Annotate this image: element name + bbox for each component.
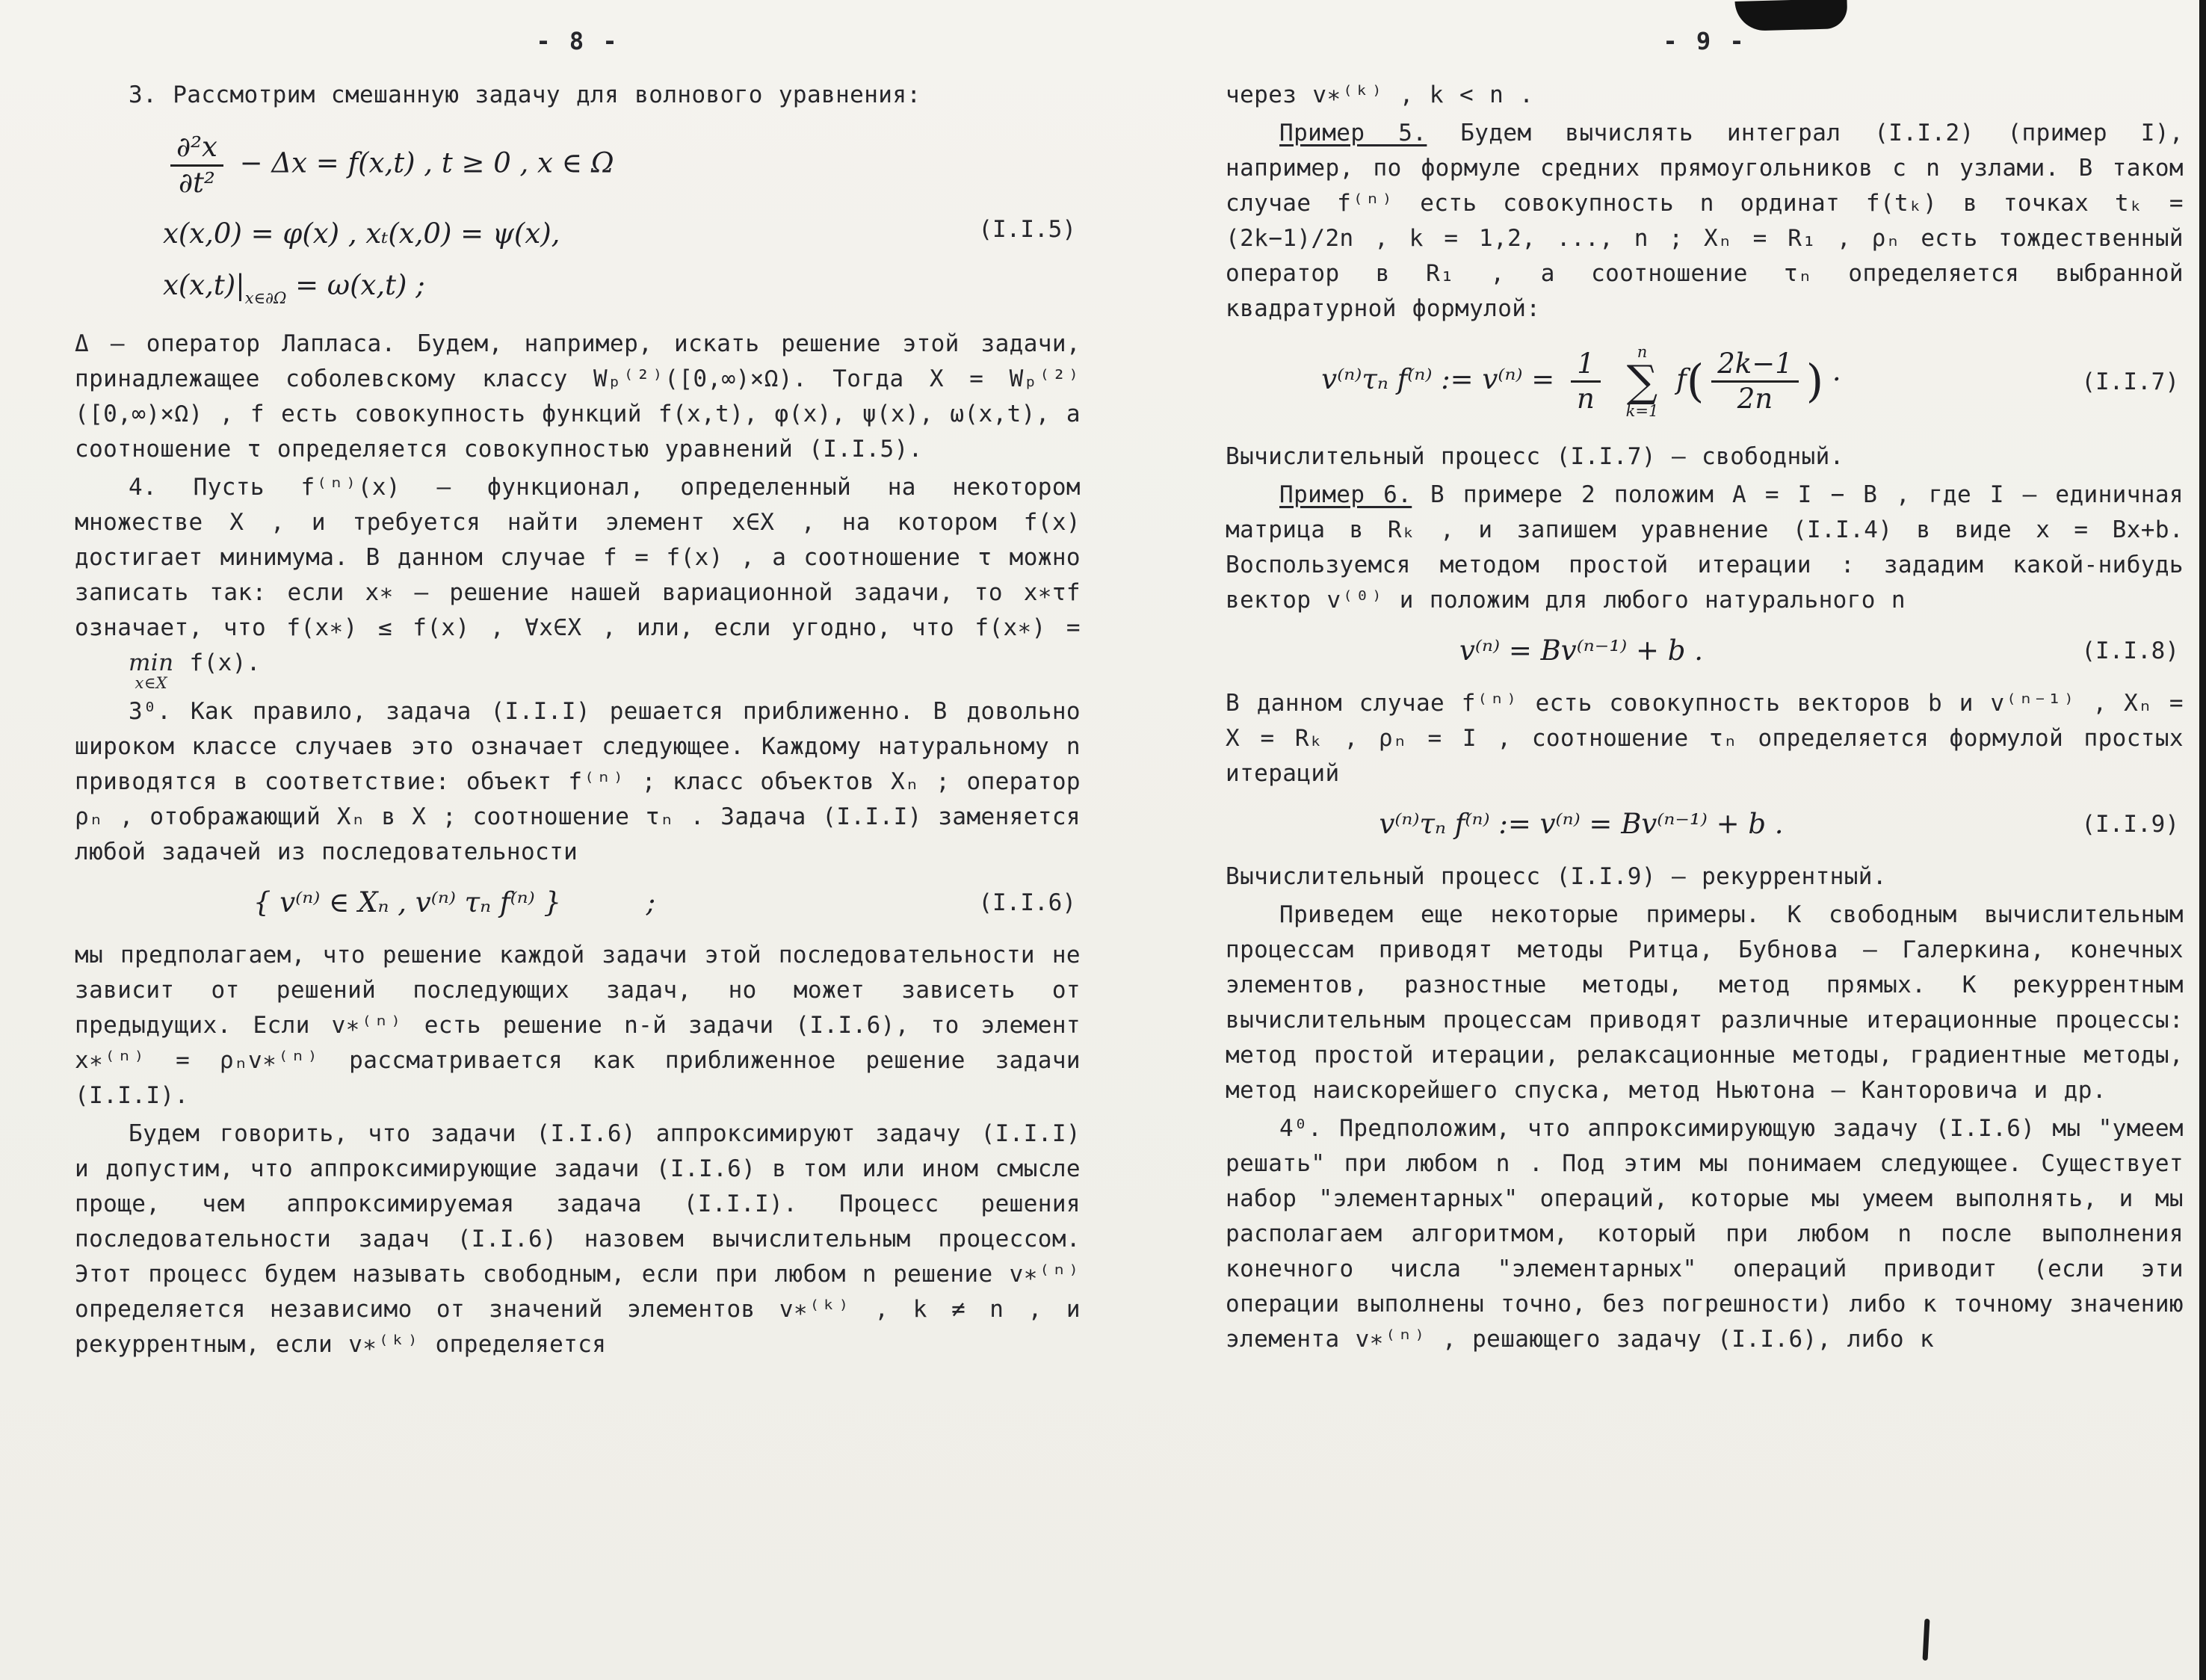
iteration-formula: v⁽ⁿ⁾ = Bv⁽ⁿ⁻¹⁾ + b .: [1459, 634, 1703, 667]
sequence-set: { v⁽ⁿ⁾ ∈ Xₙ , v⁽ⁿ⁾ τₙ f⁽ⁿ⁾ }: [253, 886, 562, 919]
open-paren: (: [1686, 355, 1705, 408]
formula-line-3: $x(x,t)|_{x\in\partial\Omega} = \omega(x,t)$ ;: [163, 269, 425, 308]
paragraph-elementary-operations: 4⁰. Предположим, что аппроксимирующую задачу (I.I.6) мы "умеем решать" при любом n . Под этим мы понимаем следующее. Существует набор "элементарных" операций, которые мы умеем выполнять, и мы располагаем алгоритмом, который при любом n после выполнения конечного числа "элементарных" операций приводит (если эти операции выполнены точно, без погрешности) либо к точному значению элемента v∗⁽ⁿ⁾ , решающего задачу (I.I.6), либо к: [1226, 1115, 2184, 1353]
formula-I-I-6: [75, 886, 1081, 918]
formula-line-2: x(x,0) = φ(x) , xₜ(x,0) = ψ(x),: [163, 217, 560, 250]
paragraph-functional-minimum: 4. Пусть f⁽ⁿ⁾(x) – функционал, определенный на некотором множестве X , и требуется найти элемент x∈X , на котором f(x) достигает минимума. В данном случае f = f(x) , а соотношение τ можно записать так: если x∗ – решение нашей вариационной задачи, то x∗τf означает, что f(x∗) ≤ f(x) , ∀x∈X , или, если угодно, что f(x∗) = min x∈X f(x).: [75, 474, 1081, 693]
paragraph-recurrent-process: Вычислительный процесс (I.I.9) – рекуррентный.: [1226, 863, 1887, 891]
equation-number-118: (I.I.8): [2081, 637, 2179, 664]
partial-derivative-fraction: $\frac{\text{∂²x}}{\text{∂t²}}$: [170, 132, 223, 198]
formula-end-dot: ·: [1823, 363, 1841, 396]
equation-rest: − Δx = f(x,t) , t ≥ 0 , x ∈ Ω: [239, 146, 614, 179]
formula-line-1: [163, 132, 1081, 198]
formula-I-I-7: [1226, 343, 2184, 420]
scan-artifact-bottom-tick: [1923, 1619, 1930, 1661]
equation-number-116: (I.I.6): [978, 889, 1076, 916]
paragraph-computational-process: Будем говорить, что задачи (I.I.6) аппроксимируют задачу (I.I.I) и допустим, что аппроксимирующие задачи (I.I.6) в том или ином смысле проще, чем аппроксимируемая задача (I.I.I). Процесс решения последовательности задач (I.I.6) назовем вычислительным процессом. Этот процесс будем называть свободным, если при любом n решение v∗⁽ⁿ⁾ определяется независимо от значений элементов v∗⁽ᵏ⁾ , k ≠ n , и рекуррентным, если v∗⁽ᵏ⁾ определяется: [75, 1120, 1081, 1359]
one-over-n-fraction: $\frac{1}{n}$: [1571, 349, 1601, 415]
recurrent-formula: v⁽ⁿ⁾τₙ f⁽ⁿ⁾ := v⁽ⁿ⁾ = Bv⁽ⁿ⁻¹⁾ + b .: [1379, 808, 1784, 841]
page-number-left: - 8 -: [536, 27, 620, 55]
paragraph-continuation: через v∗⁽ᵏ⁾ , k < n .: [1226, 81, 1534, 108]
boundary-subscript: x∈∂Ω: [244, 289, 287, 308]
quadrature-lhs: v⁽ⁿ⁾τₙ f⁽ⁿ⁾ := v⁽ⁿ⁾ =: [1321, 363, 1564, 396]
page-9: [1226, 27, 2184, 1360]
example-6-label: Пример 6.: [1279, 481, 1412, 509]
equation-number-117: (I.I.7): [2081, 368, 2179, 395]
example-5-label: Пример 5.: [1279, 120, 1427, 146]
min-over-set-block: min x∈X: [129, 649, 174, 693]
midpoint-fraction: $\frac{2k-1}{2n}$: [1711, 349, 1799, 415]
close-paren: ): [1805, 355, 1824, 408]
paragraph-free-process: Вычислительный процесс (I.I.7) – свободный.: [1226, 443, 1844, 471]
paragraph-example-6: Пример 6. В примере 2 положим A = I − B , где I – единичная матрица в Rₖ , и запишем уравнение (I.I.4) в виде x = Bx+b. Воспользуемся методом простой итерации : зададим какой-нибудь вектор v⁽⁰⁾ и положим для любого натурального n: [1226, 481, 2184, 614]
page-8: [75, 27, 1081, 1365]
formula-I-I-5: [75, 132, 1081, 307]
paragraph-more-examples: Приведем еще некоторые примеры. К свободным вычислительным процессам приводят методы Ритца, Бубнова – Галеркина, конечных элементов, разностные методы, метод прямых. К рекуррентным вычислительным процессам приводят различные итерационные процессы: метод простой итерации, релаксационные методы, градиентные методы, метод наискорейшего спуска, метод Ньютона – Канторовича и др.: [1226, 901, 2184, 1105]
summation-sign: n ∑ k=1: [1625, 343, 1659, 421]
page-number-right: - 9 -: [1663, 27, 1746, 55]
paragraph-iteration-setup: В данном случае f⁽ⁿ⁾ есть совокупность векторов b и v⁽ⁿ⁻¹⁾ , Xₙ = X = Rₖ , ρₙ = I , соотношение τₙ определяется формулой простых итераций: [1226, 690, 2184, 788]
equation-number-119: (I.I.9): [2081, 810, 2179, 838]
paragraph-laplace-operator: Δ – оператор Лапласа. Будем, например, искать решение этой задачи, принадлежащее соболевскому классу Wₚ⁽²⁾([0,∞)×Ω). Тогда X = Wₚ⁽²⁾([0,∞)×Ω) , f есть совокупность функций f(x,t), φ(x), ψ(x), ω(x,t), а соотношение τ определяется совокупностью уравнений (I.I.5).: [75, 330, 1081, 463]
paragraph-wave-problem: 3. Рассмотрим смешанную задачу для волнового уравнения:: [129, 81, 921, 108]
formula-I-I-8: [1226, 634, 2184, 667]
formula-I-I-9: [1226, 808, 2184, 840]
paragraph-example-5: Пример 5. Будем вычислять интеграл (I.I.2) (пример I), например, по формуле средних прямоугольников с n узлами. В таком случае f⁽ⁿ⁾ есть совокупность n ординат f(tₖ) в точках tₖ = (2k−1)/2n , k = 1,2, ..., n ; Xₙ = R₁ , ρₙ есть тождественный оператор в R₁ , а соотношение τₙ определяется выбранной квадратурной формулой:: [1226, 120, 2184, 322]
equation-number-115: (I.I.5): [978, 216, 1076, 243]
semicolon: ;: [646, 886, 656, 919]
integrand-f: f: [1676, 363, 1687, 396]
paragraph-solution-independence: мы предполагаем, что решение каждой задачи этой последовательности не зависит от решений последующих задач, но может зависеть от предыдущих. Если v∗⁽ⁿ⁾ есть решение n-й задачи (I.I.6), то элемент x∗⁽ⁿ⁾ = ρₙv∗⁽ⁿ⁾ рассматривается как приближенное решение задачи (I.I.I).: [75, 942, 1081, 1110]
paragraph-approximation-setup: 3⁰. Как правило, задача (I.I.I) решается приближенно. В довольно широком классе случаев это означает следующее. Каждому натуральному n приводятся в соответствие: объект f⁽ⁿ⁾ ; класс объектов Xₙ ; оператор ρₙ , отображающий Xₙ в X ; соотношение τₙ . Задача (I.I.I) заменяется любой задачей из последовательности: [75, 698, 1081, 866]
scan-artifact-right-edge: [2199, 0, 2206, 1680]
